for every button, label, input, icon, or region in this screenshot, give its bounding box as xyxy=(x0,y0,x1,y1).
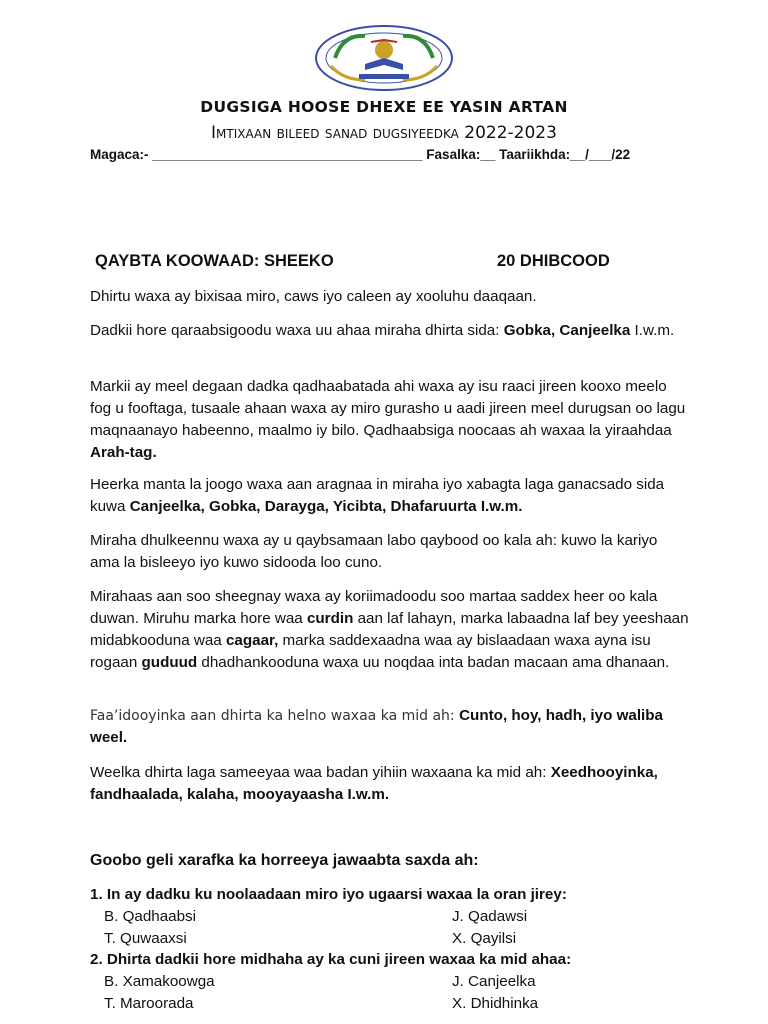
question-2-option-b[interactable]: B. Xamakoowga xyxy=(104,973,215,990)
question-1-option-x[interactable]: X. Qayilsi xyxy=(452,930,517,947)
story-paragraph xyxy=(90,376,690,464)
question-1-option-b[interactable]: B. Qadhaabsi xyxy=(104,908,197,925)
paragraph-text: Miraha dhulkeennu waxa ay u qaybsamaan labo qaybood oo kala ah: kuwo la kariyo ama la bisleeyo iyo kuwo sidooda loo cuno. xyxy=(90,532,658,571)
paragraph-text: Weelka dhirta laga sameeyaa waa badan yihiin waxaana ka mid ah: xyxy=(90,764,551,781)
question-2-option-t[interactable]: T. Maroorada xyxy=(104,995,194,1012)
section-title: QAYBTA KOOWAAD: SHEEKO xyxy=(95,252,334,270)
question-2: 2. Dhirta dadkii hore midhaha ay ka cuni jireen waxaa ka mid ahaa: xyxy=(90,951,572,968)
paragraph-text: Markii ay meel degaan dadka qadhaabatada ahi waxa ay isu raaci jireen kooxo meelo fog u fooftaga, tusaale ahaan waxa ay miro gurasho u aadi jireen meel durugsan oo lagu maqnaanayo habeenno, maalmo iy bilo. Qadhaabsiga noocaas ah waxaa la yiraahdaa xyxy=(90,378,686,439)
question-1: 1. In ay dadku ku noolaadaan miro iyo ugaarsi waxaa la oran jirey: xyxy=(90,886,567,903)
question-2-option-x[interactable]: X. Dhidhinka xyxy=(452,995,539,1012)
question-1-option-t[interactable]: T. Quwaaxsi xyxy=(104,930,187,947)
student-info-line: Magaca:- ____________________________________ Fasalka:__ Taariikhda:__/___/22 xyxy=(90,147,631,162)
bold-term: guduud xyxy=(141,654,198,671)
paragraph-text: Faa’idooyinka aan dhirta ka helno waxaa ka mid ah: xyxy=(90,708,460,724)
bold-term: Xeedhooyinka, fandhaalada, kalaha, mooyayaasha I.w.m. xyxy=(90,764,658,803)
paragraph-text: marka saddexaadna waa ay bislaadaan waxa ayna isu rogaan xyxy=(90,632,651,671)
questions-header: Goobo geli xarafka ka horreeya jawaabta saxda ah: xyxy=(90,852,479,869)
story-paragraph xyxy=(90,474,690,518)
story-paragraph xyxy=(90,320,690,342)
bold-term: Canjeelka, Gobka, Darayga, Yicibta, Dhafaruurta I.w.m. xyxy=(129,498,523,515)
paragraph-text: aan laf lahayn, marka labaadna laf bey yeeshaan midabkooduna waa xyxy=(90,610,689,649)
story-paragraph xyxy=(90,762,690,806)
question-1-option-j[interactable]: J. Qadawsi xyxy=(452,908,528,925)
paragraph-text: Heerka manta la joogo waxa aan aragnaa in miraha iyo xabagta laga ganacsado sida kuwa xyxy=(90,476,665,515)
section-points: 20 DHIBCOOD xyxy=(497,252,610,270)
paragraph-text: I.w.m. xyxy=(630,322,675,339)
bold-term: Arah-tag. xyxy=(90,444,157,461)
story-paragraph xyxy=(90,705,690,749)
paragraph-text: Dhirtu waxa ay bixisaa miro, caws iyo caleen ay xooluhu daaqaan. xyxy=(90,288,537,305)
bold-term: curdin xyxy=(306,610,354,627)
paragraph-text: dhadhankooduna waxa uu noqdaa inta badan macaan ama dhanaan. xyxy=(197,654,670,671)
story-paragraph xyxy=(90,286,690,308)
question-2-option-j[interactable]: J. Canjeelka xyxy=(452,973,536,990)
bold-term: cagaar, xyxy=(225,632,279,649)
exam-title: Imtixaan bileed sanad dugsiyeedka 2022-2023 xyxy=(211,123,557,143)
story-paragraph xyxy=(90,586,690,674)
paragraph-text: Dadkii hore qaraabsigoodu waxa uu ahaa miraha dhirta sida: xyxy=(90,322,504,339)
bold-term: Gobka, Canjeelka xyxy=(503,322,631,339)
story-paragraph xyxy=(90,530,690,574)
bold-term: Cunto, hoy, hadh, iyo waliba weel. xyxy=(90,707,664,746)
paragraph-text: Mirahaas aan soo sheegnay waxa ay koriimadoodu soo martaa saddex heer oo kala duwan. Miruhu marka hore waa xyxy=(90,588,658,627)
school-name: DUGSIGA HOOSE DHEXE EE YASIN ARTAN xyxy=(200,98,568,116)
school-logo xyxy=(313,20,455,92)
